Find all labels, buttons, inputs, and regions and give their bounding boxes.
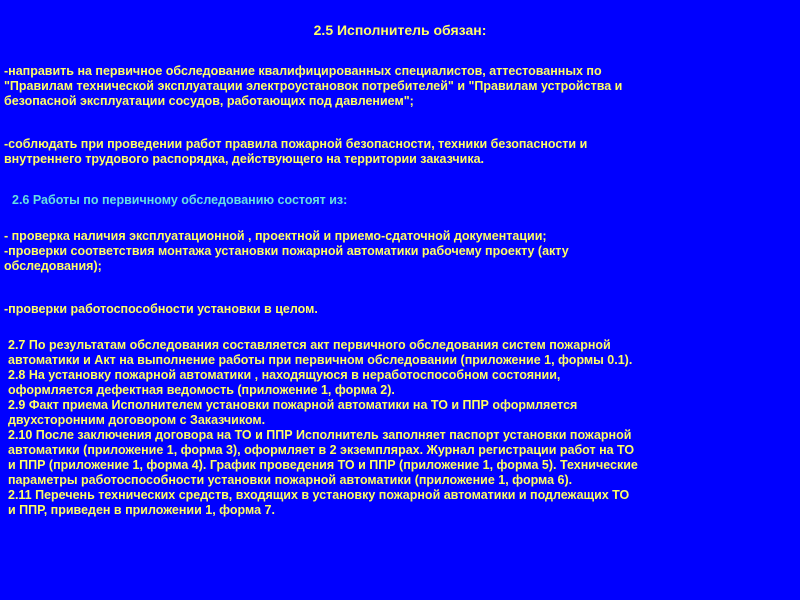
- text-line: 2.6 Работы по первичному обследованию состоят из:: [12, 193, 348, 207]
- text-line: -направить на первичное обследование квалифицированных специалистов, аттестованных по: [4, 64, 602, 78]
- text-line: -соблюдать при проведении работ правила пожарной безопасности, техники безопасности и: [4, 137, 588, 151]
- duty-qualified-specialists: [4, 64, 796, 109]
- text-line: обследования);: [4, 259, 102, 273]
- text-line: - проверка наличия эксплуатационной , проектной и приемо-сдаточной документации;: [4, 229, 547, 243]
- text-line: двухсторонним договором с Заказчиком.: [8, 413, 266, 427]
- text-line: -проверки работоспособности установки в целом.: [4, 302, 318, 316]
- text-line: 2.9 Факт приема Исполнителем установки пожарной автоматики на ТО и ППР оформляется: [8, 398, 578, 412]
- works-operability-check: [4, 302, 796, 317]
- duty-safety-rules: [4, 137, 796, 167]
- text-line: безопасной эксплуатации сосудов, работающих под давлением";: [4, 94, 414, 108]
- section-title-2-5: 2.5 Исполнитель обязан:: [313, 22, 487, 38]
- sections-2-7-to-2-11: [8, 338, 800, 518]
- text-line: 2.7 По результатам обследования составляется акт первичного обследования систем пожарной: [8, 338, 611, 352]
- text-line: -проверки соответствия монтажа установки пожарной автоматики рабочему проекту (акту: [4, 244, 569, 258]
- text-line: 2.11 Перечень технических средств, входящих в установку пожарной автоматики и подлежащих ТО: [8, 488, 630, 502]
- text-line: и ППР, приведен в приложении 1, форма 7.: [8, 503, 275, 517]
- text-line: автоматики (приложение 1, форма 3), оформляет в 2 экземплярах. Журнал регистрации работ на ТО: [8, 443, 635, 457]
- text-line: оформляется дефектная ведомость (приложение 1, форма 2).: [8, 383, 395, 397]
- text-line: внутреннего трудового распорядка, действующего на территории заказчика.: [4, 152, 485, 166]
- text-line: и ППР (приложение 1, форма 4). График проведения ТО и ППР (приложение 1, форма 5). Технические: [8, 458, 638, 472]
- text-line: 2.8 На установку пожарной автоматики , находящуюся в неработоспособном состоянии,: [8, 368, 561, 382]
- text-line: автоматики и Акт на выполнение работы при первичном обследовании (приложение 1, формы 0.1).: [8, 353, 633, 367]
- inspection-works-list: [4, 229, 796, 274]
- text-line: 2.10 После заключения договора на ТО и ППР Исполнитель заполняет паспорт установки пожарной: [8, 428, 632, 442]
- section-title-2-6: [12, 193, 800, 208]
- text-line: параметры работоспособности установки пожарной автоматики (приложение 1, форма 6).: [8, 473, 573, 487]
- text-line: "Правилам технической эксплуатации электроустановок потребителей" и "Правилам устройства и: [4, 79, 623, 93]
